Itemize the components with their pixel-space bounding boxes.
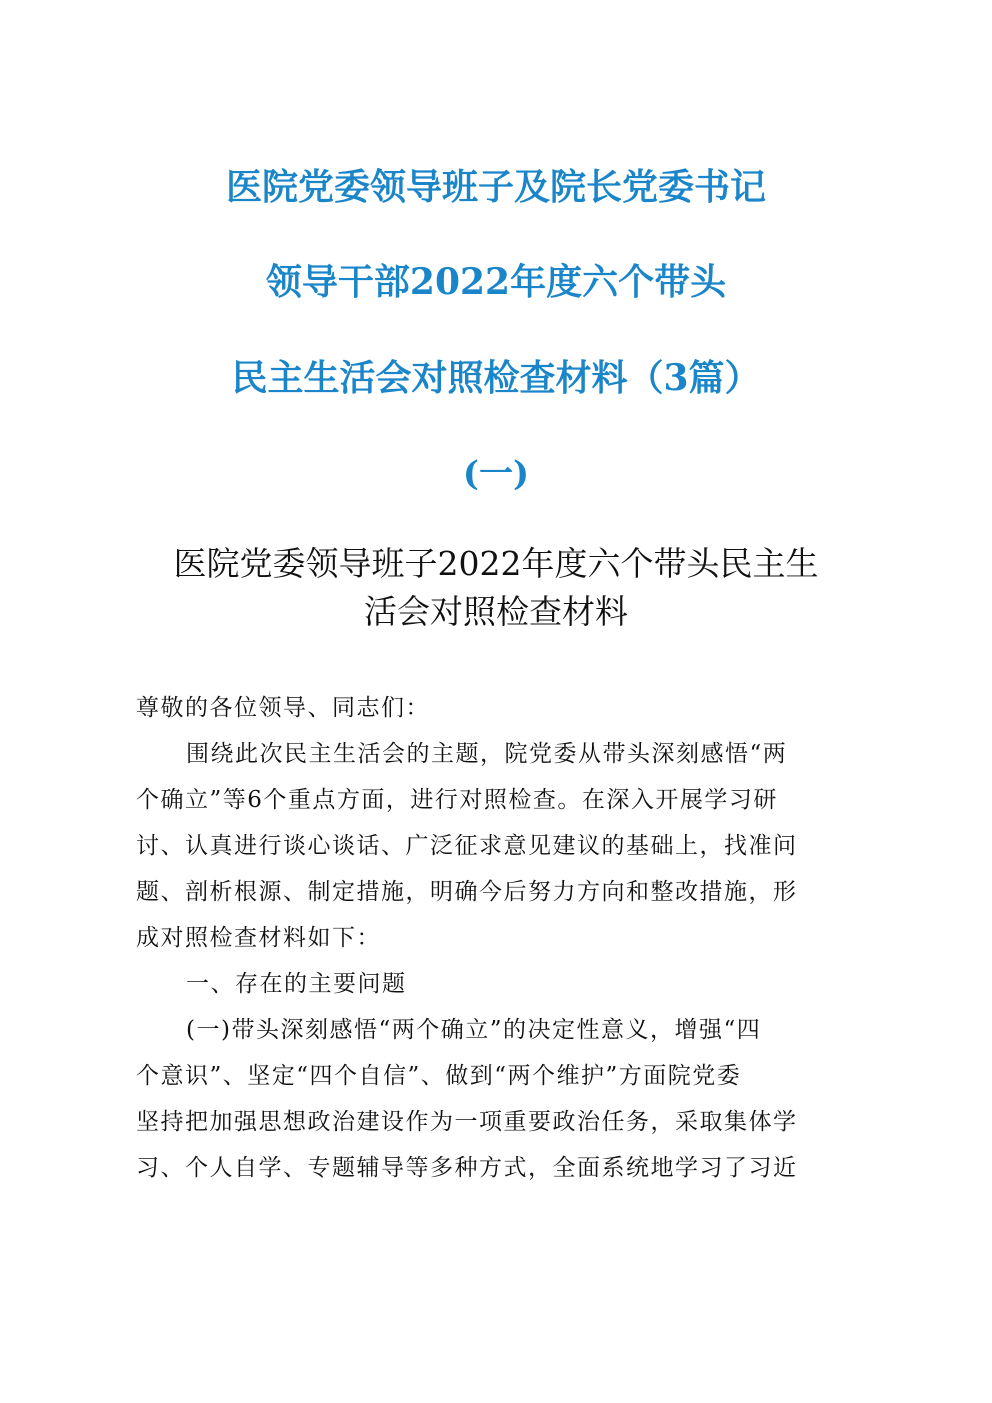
paragraph-1-line: 讨、认真进行谈心谈话、广泛征求意见建议的基础上，找准问 [136,833,798,859]
section-1-heading: 一、存在的主要问题 [186,971,407,997]
paragraph-2-line: 习、个人自学、专题辅导等多种方式，全面系统地学习了习近 [136,1155,798,1181]
paragraph-2-line: 坚持把加强思想政治建设作为一项重要政治任务，采取集体学 [136,1109,798,1135]
paragraph-2-line: (一)带头深刻感悟“两个确立”的决定性意义，增强“四 [186,1017,762,1043]
paragraph-1-line: 题、剖析根源、制定措施，明确今后努力方向和整改措施，形 [136,879,798,905]
paragraph-1-line: 围绕此次民主生活会的主题，院党委从带头深刻感悟“两 [186,741,788,767]
document-heading-line-2: 活会对照检查材料 [364,592,628,631]
salutation: 尊敬的各位领导、同志们： [136,695,430,721]
document-heading-line-1: 医院党委领导班子2022年度六个带头民主生 [173,544,819,583]
cover-title-line-1: 医院党委领导班子及院长党委书记 [225,166,766,208]
cover-title-line-2: 领导干部2022年度六个带头 [265,261,727,303]
paragraph-1-line: 成对照检查材料如下： [136,925,381,951]
cover-title-line-3: 民主生活会对照检查材料（3篇） [231,357,761,399]
paragraph-2-line: 个意识”、坚定“四个自信”、做到“两个维护”方面院党委 [136,1063,742,1089]
part-label: (一) [462,454,530,494]
paragraph-1-line: 个确立”等6个重点方面，进行对照检查。在深入开展学习研 [136,787,778,813]
